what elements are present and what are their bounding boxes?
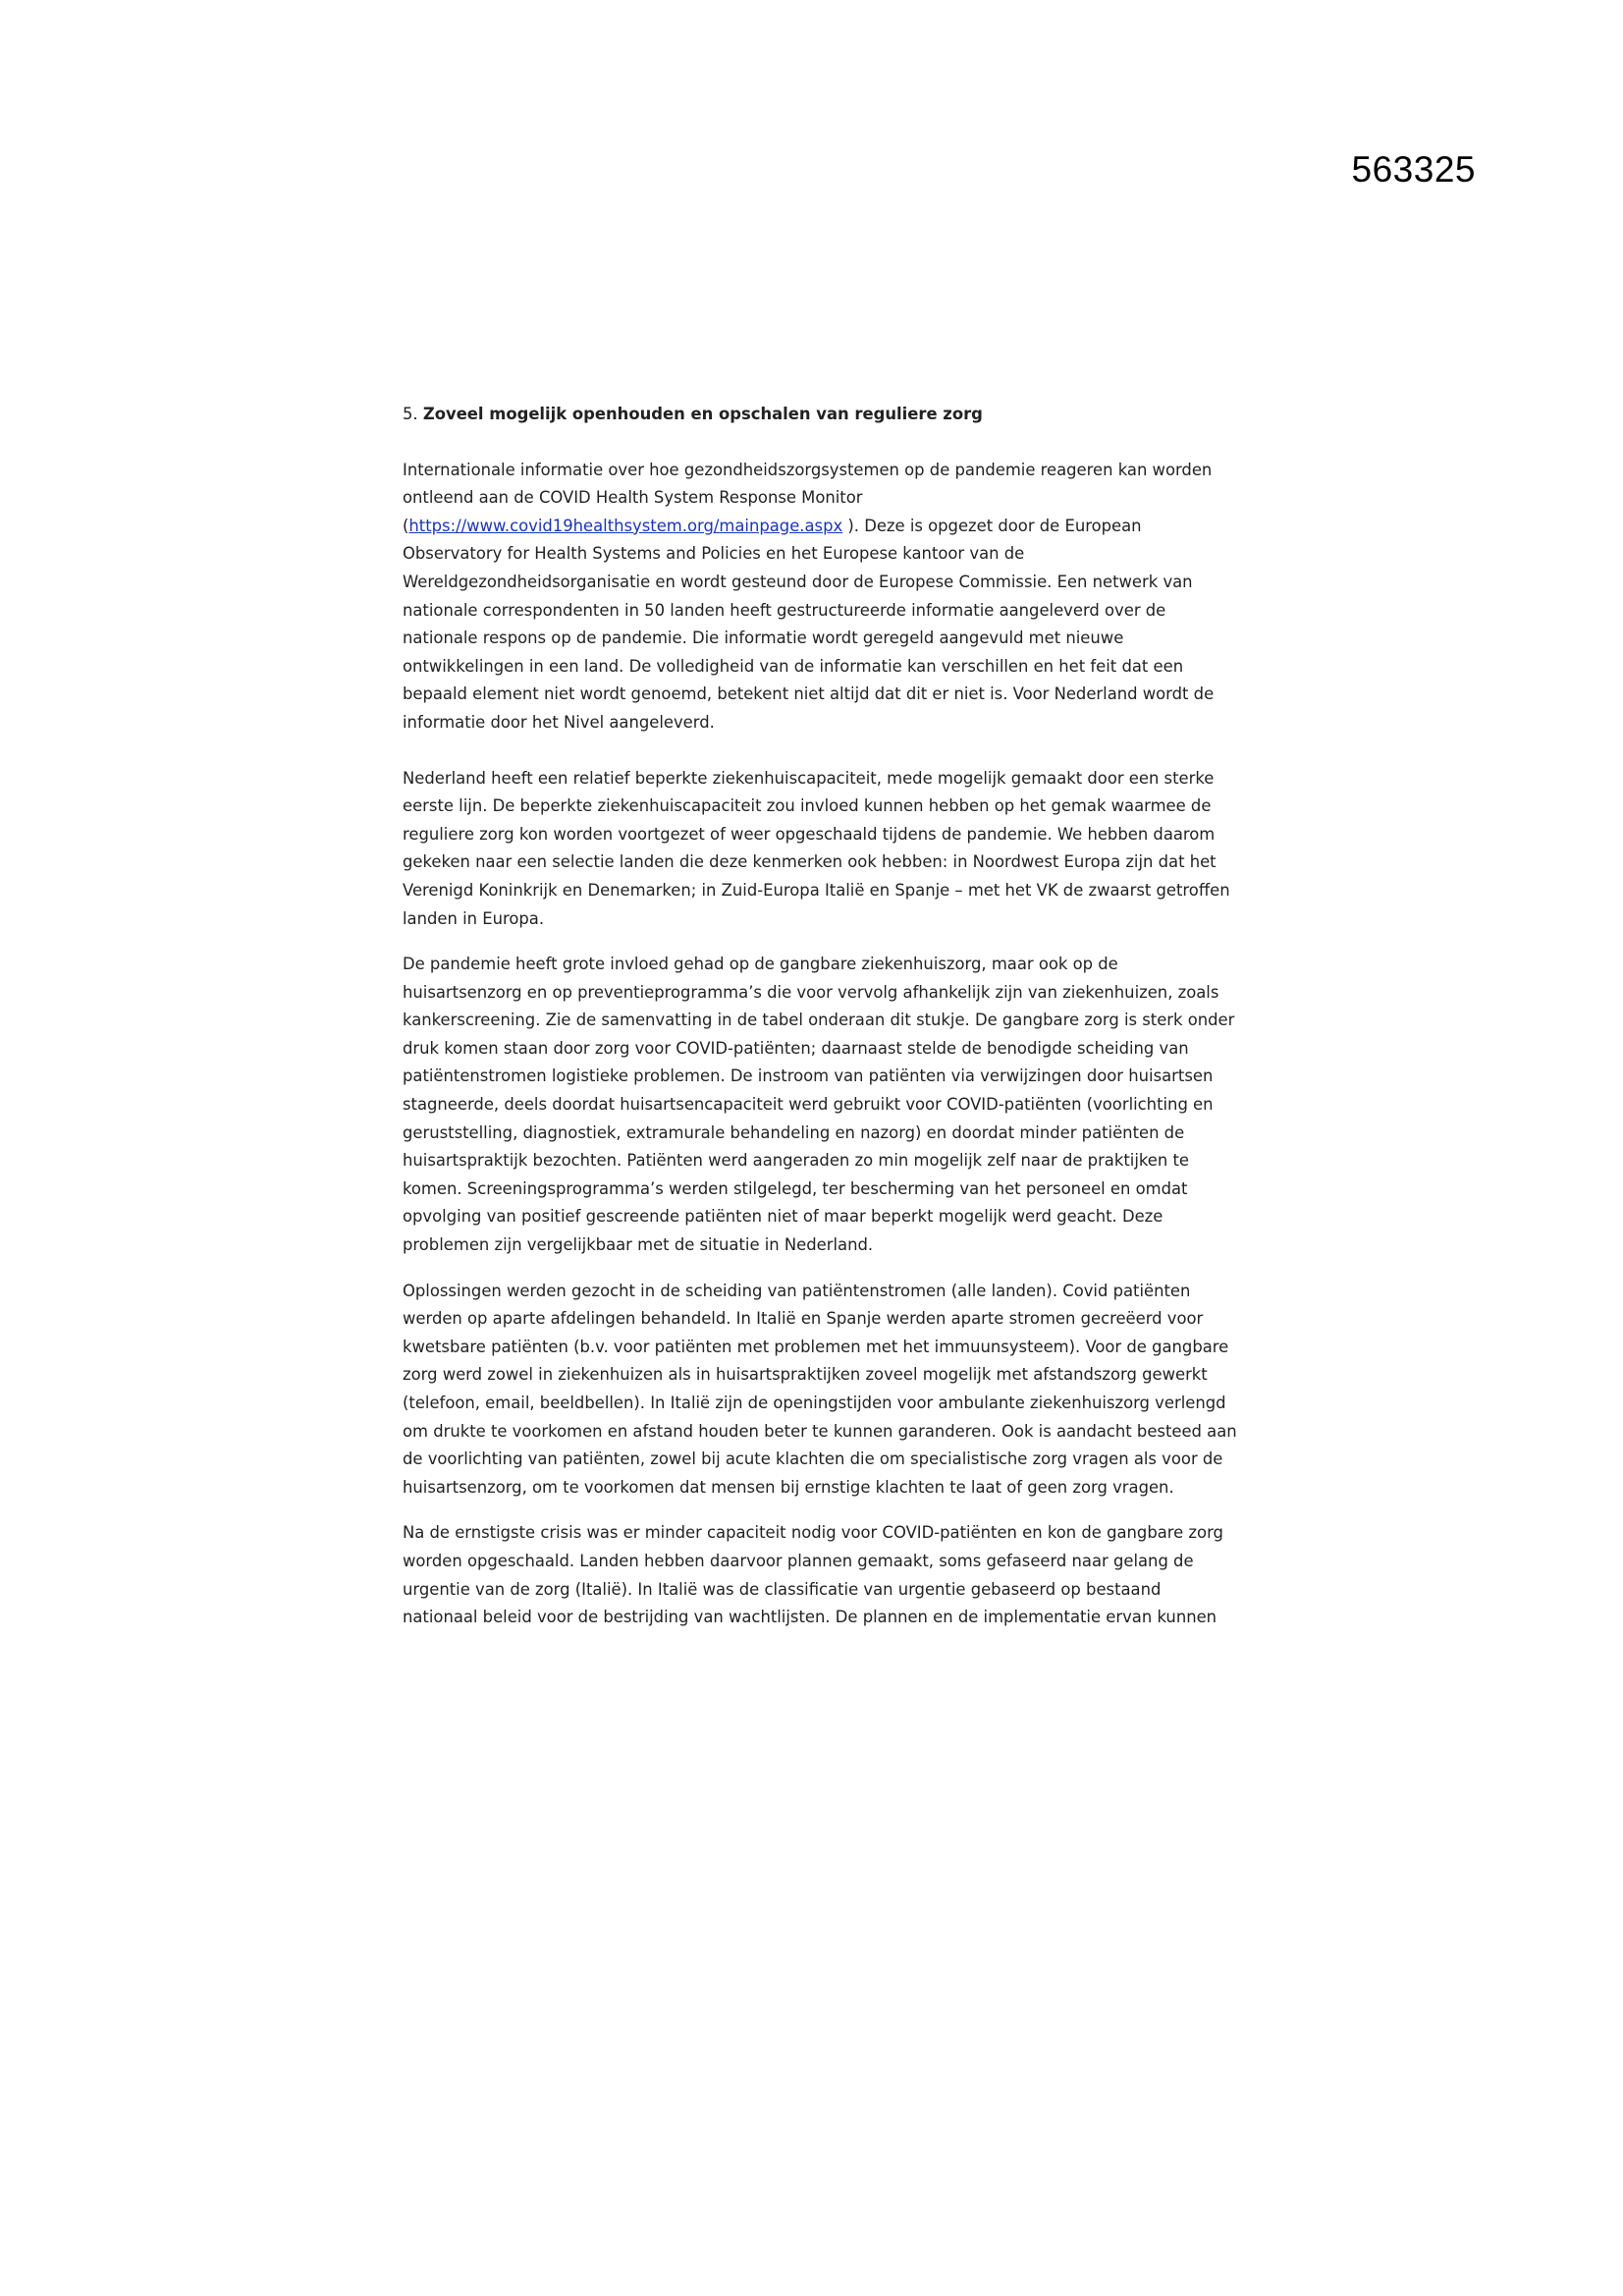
- paragraph-pandemic-impact: De pandemie heeft grote invloed gehad op de gangbare ziekenhuiszorg, maar ook op de huisartsenzorg en op preventieprogramma’s die voor vervolg afhankelijk zijn van ziekenhuizen, zoals kankerscreening. Zie de samenvatting in de tabel onderaan dit stukje. De gangbare zorg is sterk onder druk komen staan door zorg voor COVID-patiënten; daarnaast stelde de benodigde scheiding van patiëntenstromen logistieke problemen. De instroom van patiënten via verwijzingen door huisartsen stagneerde, deels doordat huisartsencapaciteit werd gebruikt voor COVID-patiënten (voorlichting en geruststelling, diagnostiek, extramurale behandeling en nazorg) en doordat minder patiënten de huisartspraktijk bezochten. Patiënten werd aangeraden zo min mogelijk zelf naar de praktijken te komen. Screeningsprogramma’s werden stilgelegd, ter bescherming van het personeel en omdat opvolging van positief gescreende patiënten niet of maar beperkt mogelijk werd geacht. Deze problemen zijn vergelijkbaar met de situatie in Nederland.: [403, 955, 1235, 1255]
- section-number: 5.: [403, 405, 418, 423]
- paragraph-hospital-capacity: Nederland heeft een relatief beperkte ziekenhuiscapaciteit, mede mogelijk gemaakt door een sterke eerste lijn. De beperkte ziekenhuiscapaciteit zou invloed kunnen hebben op het gemak waarmee de reguliere zorg kon worden voortgezet of weer opgeschaald tijdens de pandemie. We hebben daarom gekeken naar een selectie landen die deze kenmerken ook hebben: in Noordwest Europa zijn dat het Verenigd Koninkrijk en Denemarken; in Zuid-Europa Italië en Spanje – met het VK de zwaarst getroffen landen in Europa.: [403, 768, 1230, 928]
- section-heading: [403, 401, 1237, 429]
- paragraph-solutions: Oplossingen werden gezocht in de scheiding van patiëntenstromen (alle landen). Covid patiënten werden op aparte afdelingen behandeld. In Italië en Spanje werden aparte stromen gecreëerd voor kwetsbare patiënten (b.v. voor patiënten met problemen met het immuunsysteem). Voor de gangbare zorg werd zowel in ziekenhuizen als in huisartspraktijken zoveel mogelijk met afstandszorg gewerkt (telefoon, email, beeldbellen). In Italië zijn de openingstijden voor ambulante ziekenhuiszorg verlengd om drukte te voorkomen en afstand houden beter te kunnen garanderen. Ook is aandacht besteed aan de voorlichting van patiënten, zowel bij acute klachten die om specialistische zorg vragen als voor de huisartsenzorg, om te voorkomen dat mensen bij ernstige klachten te laat of geen zorg vragen.: [403, 1281, 1237, 1497]
- paragraph-covid-monitor: [403, 457, 1237, 738]
- paragraph-text: Internationale informatie over hoe gezondheidszorgsystemen op de pandemie reageren kan worden ontleend aan de COVID Health System Response Monitor (: [403, 460, 1213, 535]
- paragraph-scaling-up: Na de ernstigste crisis was er minder capaciteit nodig voor COVID-patiënten en kon de gangbare zorg worden opgeschaald. Landen hebben daarvoor plannen gemaakt, soms gefaseerd naar gelang de urgentie van de zorg (Italië). In Italië was de classificatie van urgentie gebaseerd op bestaand nationaal beleid voor de bestrijding van wachtlijsten. De plannen en de implementatie ervan kunnen: [403, 1523, 1223, 1627]
- section-title: Zoveel mogelijk openhouden en opschalen van reguliere zorg: [422, 405, 983, 423]
- document-body: [403, 401, 1237, 1632]
- covid-monitor-link[interactable]: https://www.covid19healthsystem.org/mainpage.aspx: [408, 516, 843, 535]
- paragraph-text: ). Deze is opgezet door de European Observatory for Health Systems and Policies en het Europese kantoor van de Wereldgezondheidsorganisatie en wordt gesteund door de Europese Commissie. Een netwerk van nationale correspondenten in 50 landen heeft gestructureerde informatie aangeleverd over de nationale respons op de pandemie. Die informatie wordt geregeld aangevuld met nieuwe ontwikkelingen in een land. De volledigheid van de informatie kan verschillen en het feit dat een bepaald element niet wordt genoemd, betekent niet altijd dat dit er niet is. Voor Nederland wordt de informatie door het Nivel aangeleverd.: [403, 516, 1215, 732]
- document-number: 563325: [1351, 149, 1476, 190]
